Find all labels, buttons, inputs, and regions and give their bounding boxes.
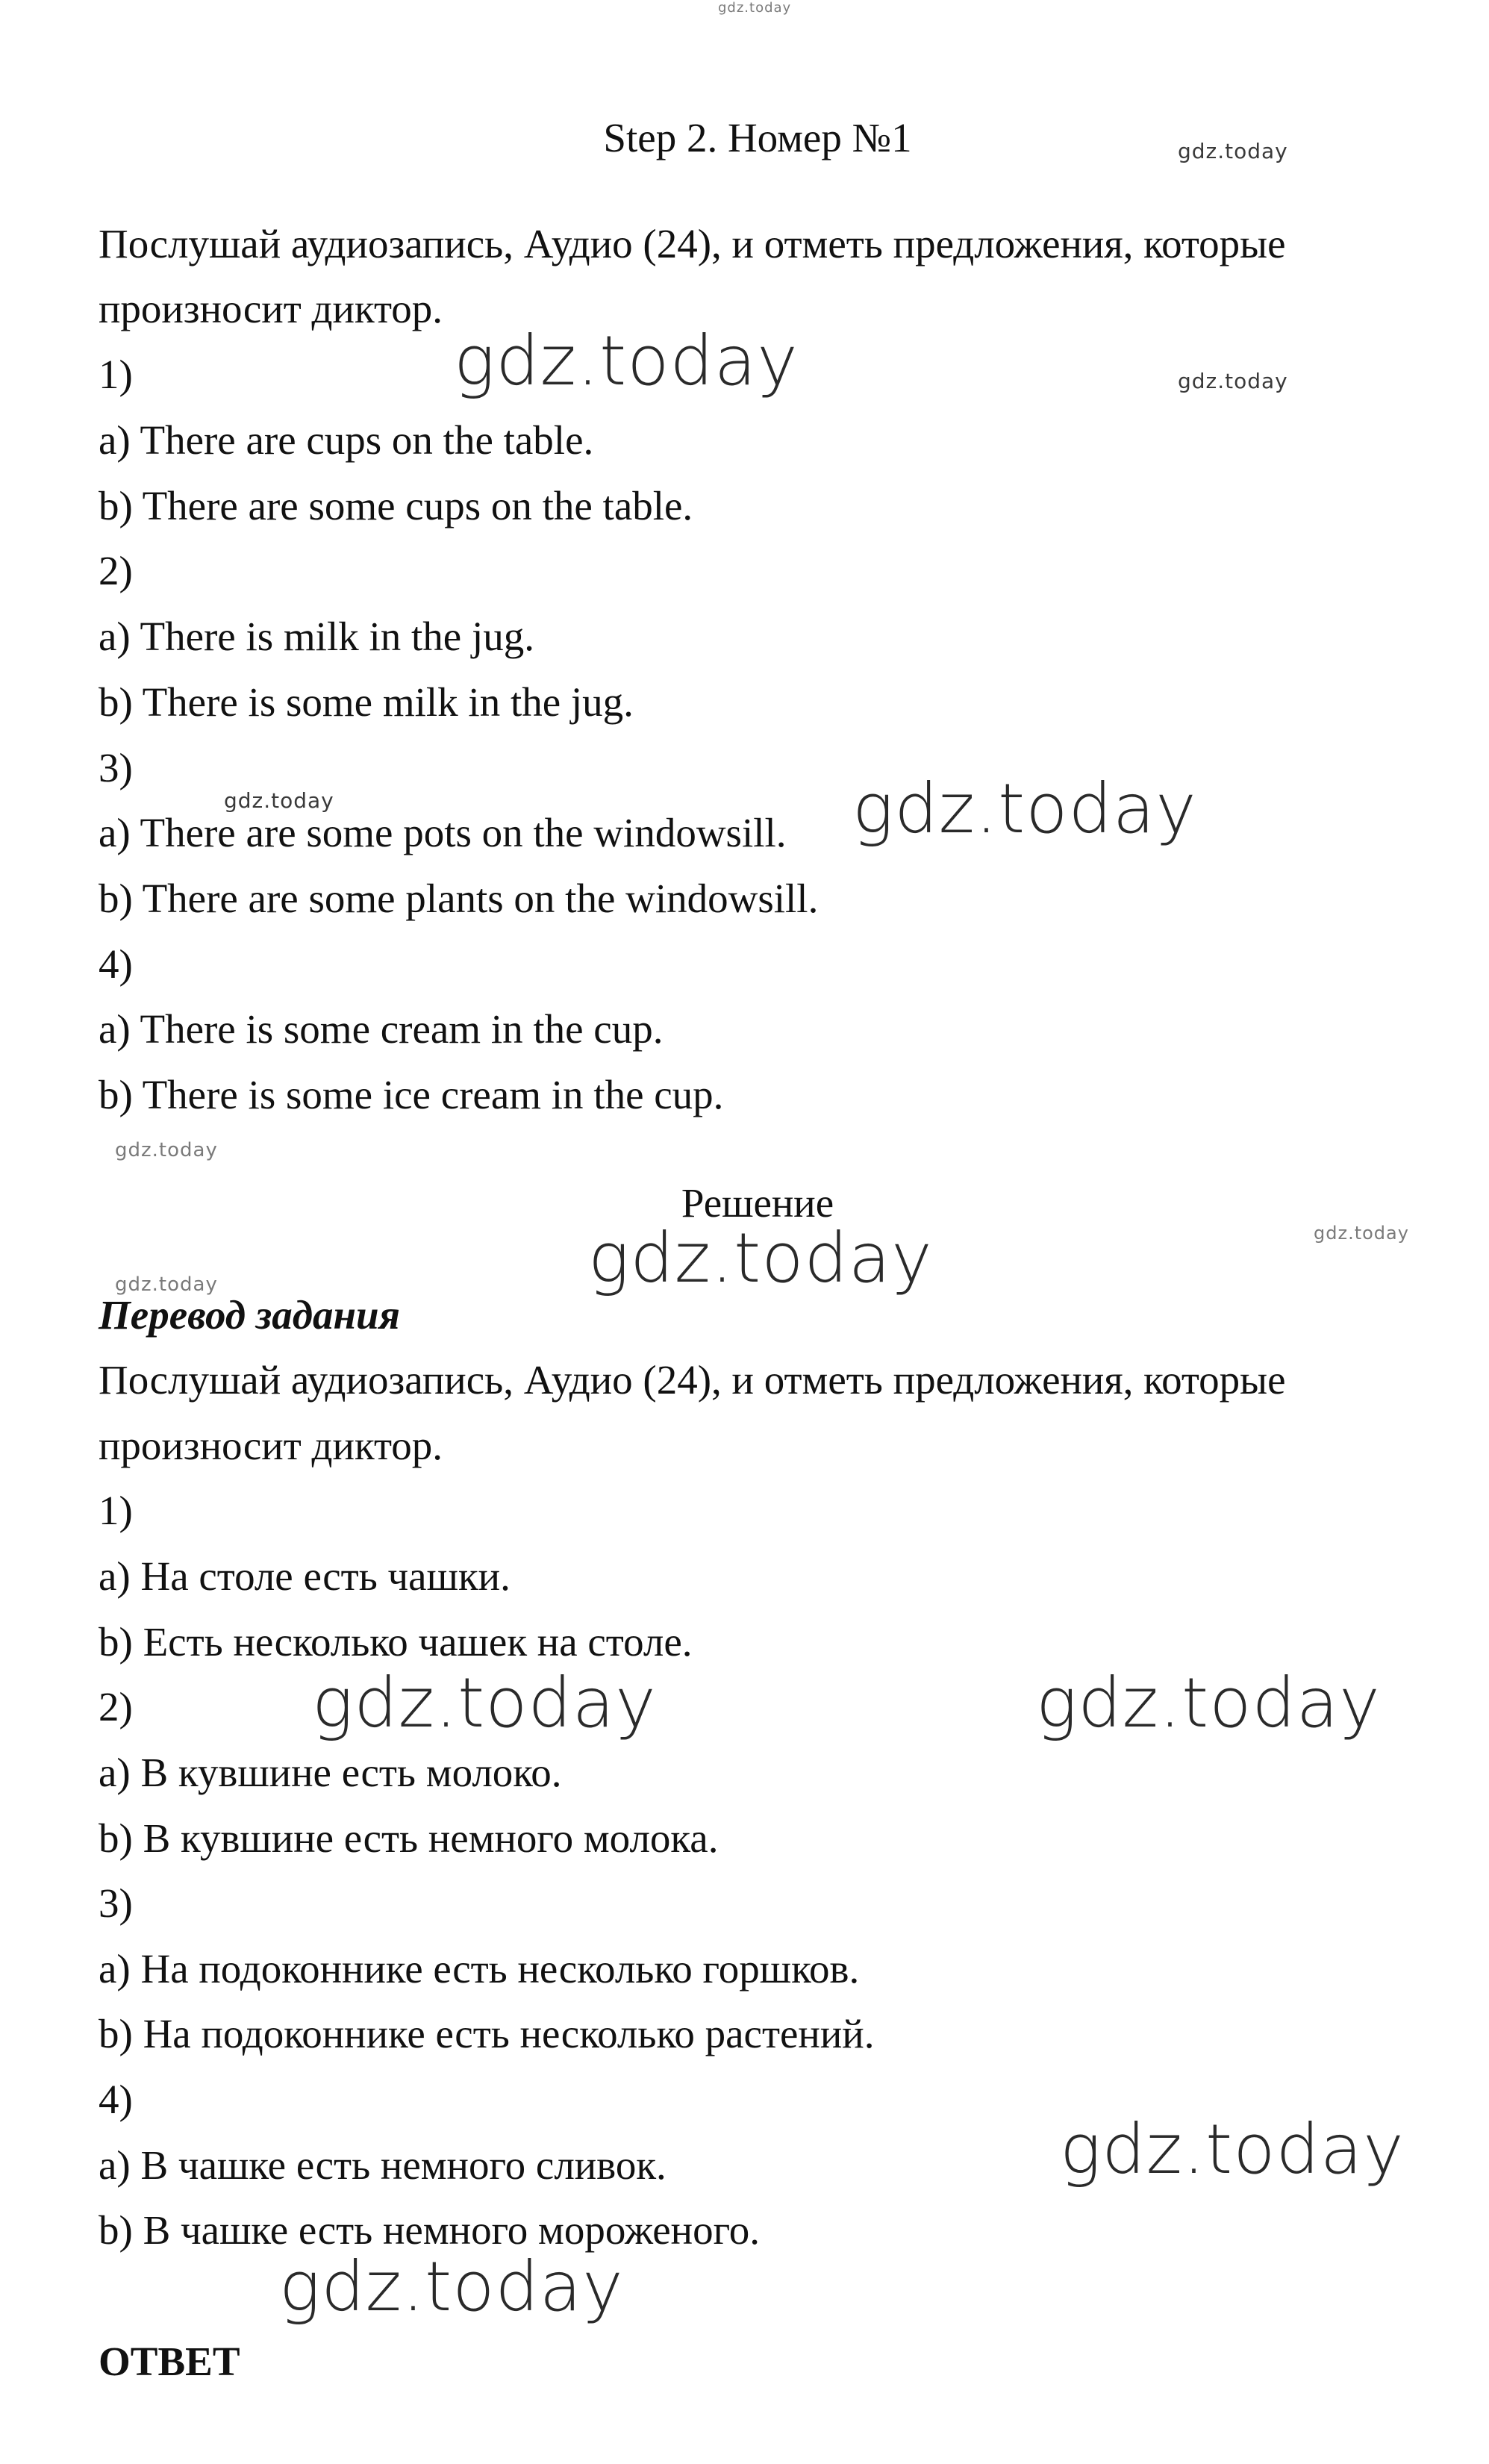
- instruction-text: произносит диктор.: [99, 286, 443, 331]
- page-title: Step 2. Номер №1: [603, 115, 912, 160]
- watermark: gdz.today: [312, 1663, 657, 1743]
- option-b: b) There is some milk in the jug.: [99, 679, 634, 725]
- watermark: gdz.today: [115, 1273, 218, 1296]
- watermark: gdz.today: [454, 321, 799, 401]
- watermark: gdz.today: [1036, 1663, 1381, 1743]
- option-b: b) There are some plants on the windowsill.: [99, 876, 819, 921]
- option-b: b) В чашке есть немного мороженого.: [99, 2207, 761, 2253]
- instruction-text: Послушай аудиозапись, Аудио (24), и отметь предложения, которые: [99, 221, 1286, 266]
- watermark: gdz.today: [279, 2247, 624, 2327]
- option-b: b) There are some cups on the table.: [99, 483, 693, 528]
- option-b: b) Есть несколько чашек на столе.: [99, 1619, 693, 1665]
- watermark: gdz.today: [718, 0, 792, 16]
- option-a: а) На подоконнике есть несколько горшков.: [99, 1946, 860, 1992]
- option-b: b) На подоконнике есть несколько растений.: [99, 2011, 875, 2056]
- item-number: 3): [99, 1880, 133, 1926]
- instruction-text: произносит диктор.: [99, 1423, 443, 1468]
- item-number: 2): [99, 1684, 133, 1730]
- option-b: b) There is some ice cream in the cup.: [99, 1072, 724, 1117]
- answer-heading: ОТВЕТ: [99, 2339, 240, 2384]
- option-a: a) There are cups on the table.: [99, 417, 594, 463]
- watermark: gdz.today: [224, 788, 334, 813]
- item-number: 4): [99, 941, 133, 987]
- option-a: a) There is milk in the jug.: [99, 614, 534, 659]
- watermark: gdz.today: [588, 1218, 933, 1298]
- option-b: b) В кувшине есть немного молока.: [99, 1815, 719, 1861]
- item-number: 1): [99, 1488, 133, 1533]
- watermark: gdz.today: [1178, 139, 1288, 163]
- option-a: а) В чашке есть немного сливок.: [99, 2142, 667, 2188]
- item-number: 2): [99, 548, 133, 593]
- solution-title: Решение: [681, 1180, 834, 1226]
- watermark: gdz.today: [1178, 369, 1288, 393]
- option-a: a) There is some cream in the cup.: [99, 1006, 664, 1052]
- watermark: gdz.today: [1314, 1223, 1409, 1244]
- watermark: gdz.today: [115, 1139, 218, 1161]
- item-number: 1): [99, 352, 133, 397]
- item-number: 3): [99, 745, 133, 790]
- watermark: gdz.today: [852, 769, 1197, 849]
- option-a: а) В кувшине есть молоко.: [99, 1750, 562, 1795]
- item-number: 4): [99, 2077, 133, 2122]
- instruction-text: Послушай аудиозапись, Аудио (24), и отметь предложения, которые: [99, 1357, 1286, 1403]
- option-a: а) На столе есть чашки.: [99, 1553, 511, 1599]
- option-a: a) There are some pots on the windowsill.: [99, 810, 787, 855]
- watermark: gdz.today: [1060, 2109, 1405, 2189]
- translation-heading: Перевод задания: [99, 1292, 400, 1338]
